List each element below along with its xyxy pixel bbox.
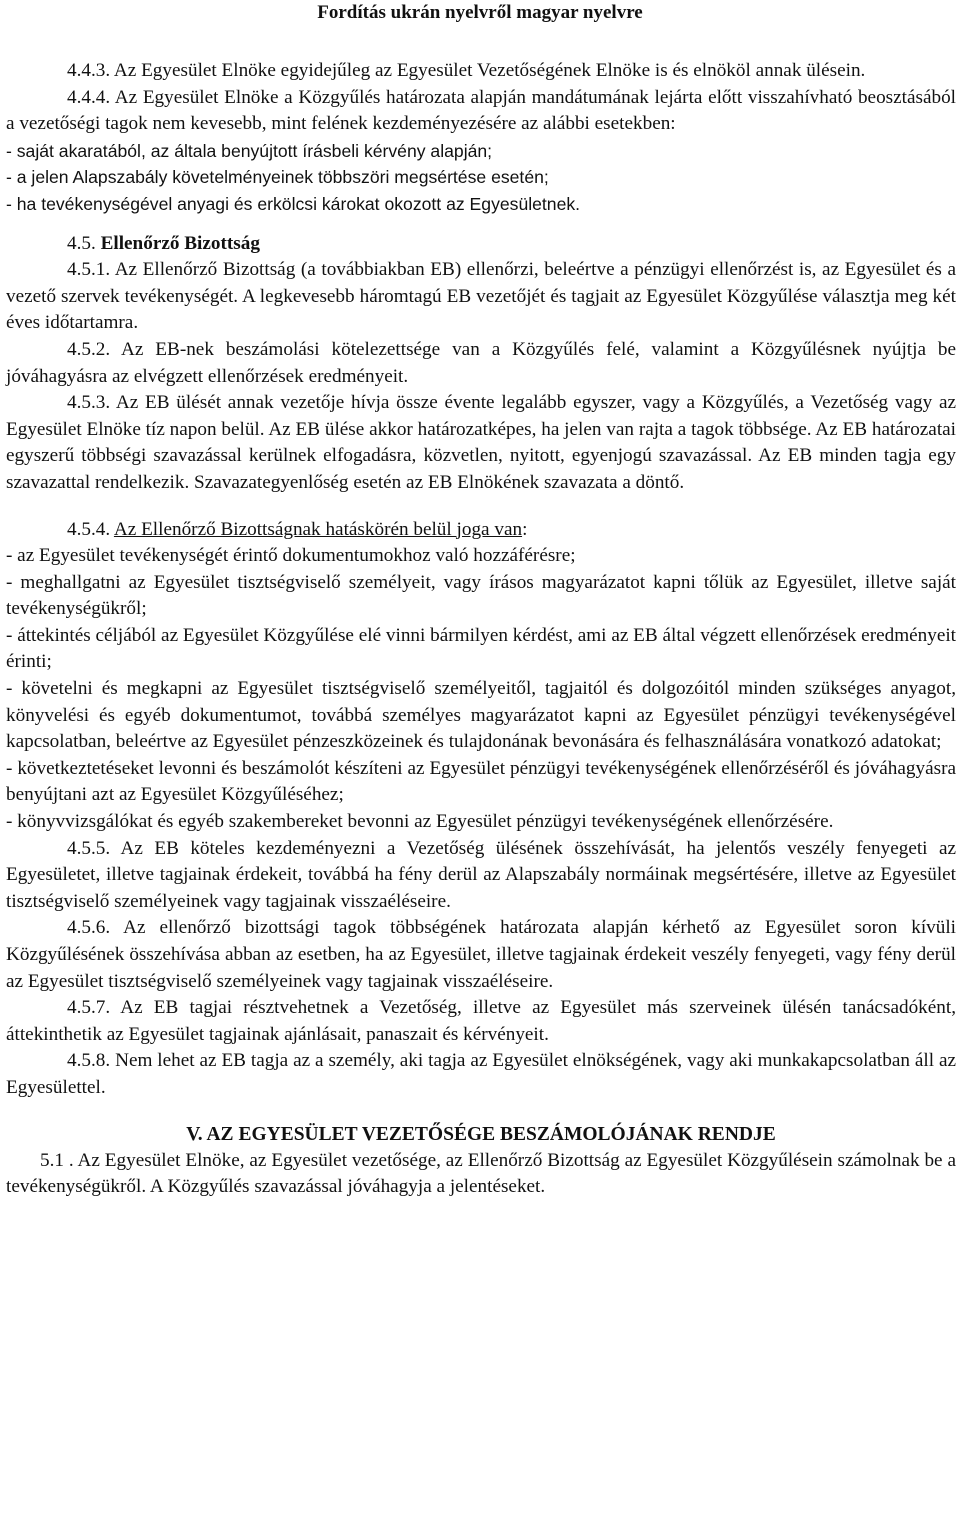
paragraph-4-5-1: 4.5.1. Az Ellenőrző Bizottság (a továbbiakban EB) ellenőrzi, beleértve a pénzügyi ellenőrzést is, az Egyesület és a vezető szervek tevékenységét. A legkevesebb háromtagú EB vezetőjét és tagjait az Egyesület Közgyűlése választja meg két éves időtartamra. (6, 259, 956, 334)
section-title: Ellenőrző Bizottság (100, 232, 260, 254)
section-v-heading: V. AZ EGYESÜLET VEZETŐSÉGE BESZÁMOLÓJÁNAK RENDJE (186, 1123, 776, 1145)
paragraph-4-5-3: 4.5.3. Az EB ülését annak vezetője hívja össze évente legalább egyszer, vagy a Közgyűlés, a Vezetőség vagy az Egyesület Elnöke tíz napon belül. Az EB ülése akkor határozatképes, ha jelen van rajta a tagok többsége. Az EB határozatai egyszerű többségi szavazással kerülnek elfogadásra, közvetlen, nyitott, egyenjogú szavazással. Az EB minden tagja egy szavazattal rendelkezik. Szavazategyenlőség esetén az EB Elnökének szavazata a döntő. (6, 392, 956, 493)
section-number: 4.5. (67, 232, 96, 254)
paragraph-4-4-3: 4.4.3. Az Egyesület Elnöke egyidejűleg az Egyesület Vezetőségének Elnöke is és elnököl annak ülésein. (67, 60, 866, 81)
paragraph-heading: Az Ellenőrző Bizottságnak hatáskörén belül joga van (113, 518, 523, 540)
list-item: - követelni és megkapni az Egyesület tisztségviselő személyeitől, tagjaitól és dolgozóitól minden szükséges anyagot, könyvelési és egyéb dokumentumot, továbbá személyes magyarázatot kapni az Egyesület pénzügyi tevékenységével kapcsolatban, beleértve az Egyesület pénzeszközeinek és tulajdonának bevonására és felhasználására vonatkozó adatokat; (6, 678, 956, 753)
list-item: - saját akaratából, az általa benyújtott írásbeli kérvény alapján; (6, 140, 493, 161)
paragraph-4-5-7: 4.5.7. Az EB tagjai résztvehetnek a Vezetőség, illetve az Egyesület más szerveinek ülésén tanácsadóként, áttekinthetik az Egyesület tagjainak ajánlásait, panaszait és kérvényeit. (6, 997, 956, 1045)
paragraph-4-5-2: 4.5.2. Az EB-nek beszámolási kötelezettsége van a Közgyűlés felé, valamint a Közgyűlésnek nyújtja be jóváhagyásra az elvégzett ellenőrzések eredményeit. (6, 338, 956, 387)
paragraph-5-1: 5.1 . Az Egyesület Elnöke, az Egyesület vezetősége, az Ellenőrző Bizottság az Egyesület Közgyűlésein számolnak be a tevékenységükről. A Közgyűlés szavazással jóváhagyja a jelentéseket. (6, 1149, 956, 1198)
paragraph-4-5-4 (6, 517, 956, 544)
page-title: Fordítás ukrán nyelvről magyar nyelvre (317, 2, 643, 23)
paragraph-4-5-8: 4.5.8. Nem lehet az EB tagja az a személy, aki tagja az Egyesület elnökségének, vagy aki munkakapcsolatban áll az Egyesülettel. (6, 1050, 956, 1098)
paragraph-4-5-5: 4.5.5. Az EB köteles kezdeményezni a Vezetőség ülésének összehívását, ha jelentős veszély fenyegeti az Egyesületet, illetve tagjainak érdekeit, továbbá ha fény derül az Alapszabály normáinak megsértésére, illetve az Egyesület tisztségviselő személyeinek vagy tagjainak visszaéléseire. (6, 837, 956, 912)
heading-colon: : (522, 518, 528, 540)
paragraph-4-4-4: 4.4.4. Az Egyesület Elnöke a Közgyűlés határozata alapján mandátumának lejárta előtt visszahívható beosztásából a vezetőségi tagok nem kevesebb, mint felének kezdeményezésére az alábbi esetekben: (6, 86, 956, 135)
list-item: - a jelen Alapszabály követelményeinek többszöri megsértése esetén; (6, 167, 549, 188)
paragraph-4-5-6: 4.5.6. Az ellenőrző bizottsági tagok többségének határozata alapján kérhető az Egyesület soron kívüli Közgyűlésének összehívása abban az esetben, ha az Egyesület, illetve tagjainak érdekeit veszély fenyegeti, vagy fény derül az Egyesület tisztségviselő személyeinek vagy tagjainak visszaéléseire. (6, 917, 956, 992)
list-item: - következtetéseket levonni és beszámolót készíteni az Egyesület pénzügyi tevékenységének ellenőrzéséről és jóváhagyásra benyújtani azt az Egyesület Közgyűléséhez; (6, 757, 956, 806)
document-body (6, 58, 956, 1201)
list-item: - ha tevékenységével anyagi és erkölcsi károkat okozott az Egyesületnek. (6, 193, 581, 214)
paragraph-number: 4.5.4. (67, 518, 111, 540)
list-item: - az Egyesület tevékenységét érintő dokumentumokhoz való hozzáférésre; (6, 545, 576, 567)
list-item: - meghallgatni az Egyesület tisztségviselő személyeit, vagy írásos magyarázatot kapni tőlük az Egyesület, illetve saját tevékenységükről; (6, 571, 956, 620)
list-item: - könyvvizsgálókat és egyéb szakembereket bevonni az Egyesület pénzügyi tevékenységének ellenőrzésére. (6, 811, 834, 833)
section-4-5-heading (6, 231, 956, 258)
list-item: - áttekintés céljából az Egyesület Közgyűlése elé vinni bármilyen kérdést, ami az EB által végzett ellenőrzések eredményeit érinti; (6, 624, 956, 673)
